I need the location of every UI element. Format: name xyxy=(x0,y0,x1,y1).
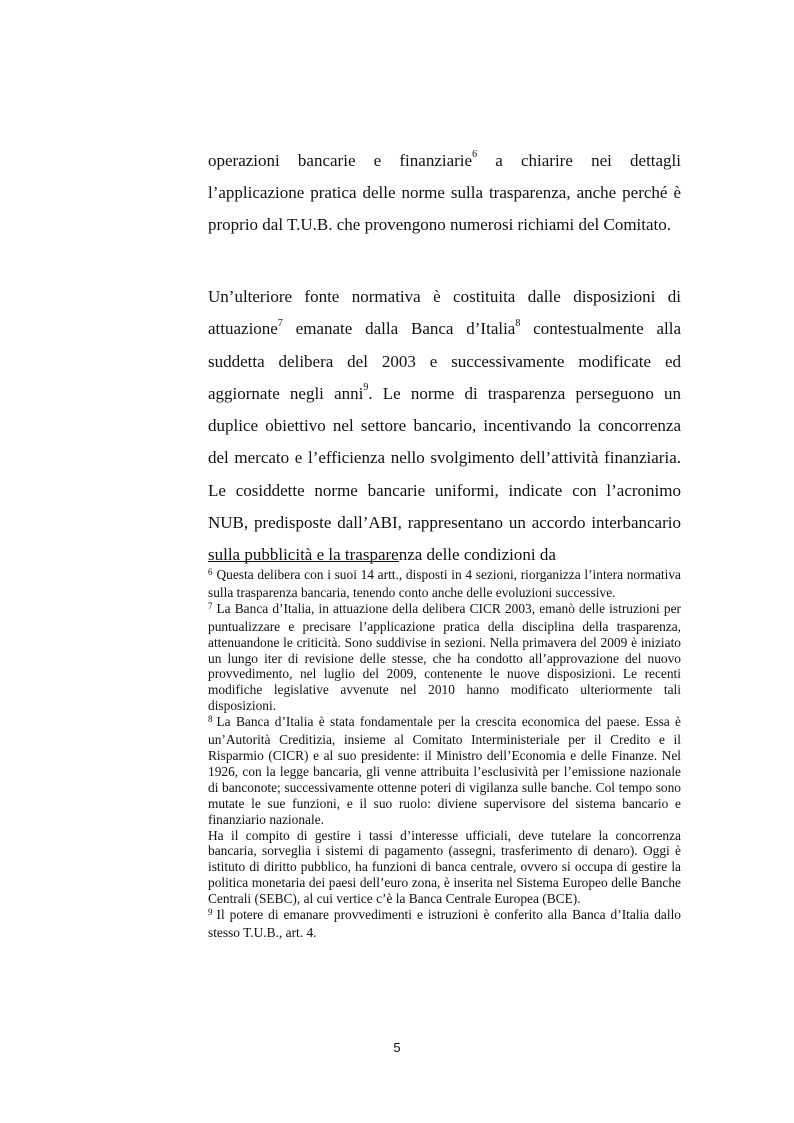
footnote-ref-7[interactable]: 7 xyxy=(277,317,283,329)
footnotes xyxy=(208,567,681,941)
footnote-text: Ha il compito di gestire i tassi d’interesse ufficiali, deve tutelare la concorrenza bancaria, sorveglia i sistemi di pagamento (assegni, trasferimento di denaro). Oggi è istituto di diritto pubblico, ha funzioni di banca centrale, ovvero si occupa di gestire la politica monetaria dei paesi dell’euro zona, è inserita nel Sistema Europeo delle Banche Centrali (SEBC), al cui vertice c’è la Banca Centrale Europea (BCE). xyxy=(208,827,681,907)
para2-text-1: Un’ulteriore fonte normativa è costituita dalle disposizioni di attuazione xyxy=(208,287,681,339)
footnote-number: 8 xyxy=(208,714,213,725)
para2-text-4: . Le norme di trasparenza perseguono un duplice obiettivo nel settore bancario, incentivando la concorrenza del mercato e l’efficienza nello svolgimento dell’attività finanziaria. Le cosiddette norme bancarie uniformi, indicate con l’acronimo NUB, predisposte dall’ABI, rappresentano un accordo interbancario sulla pubblicità e la trasparenza delle condizioni da xyxy=(208,383,681,565)
para1-text-1: operazioni bancarie e finanziarie xyxy=(208,151,473,170)
body-paragraph-1 xyxy=(208,145,681,241)
footnote-6 xyxy=(208,567,681,601)
footnote-text: La Banca d’Italia, in attuazione della delibera CICR 2003, emanò delle istruzioni per puntualizzare e precisare l’applicazione pratica della disciplina della trasparenza, attenuandone le criticità. Sono suddivise in sezioni. Nella primavera del 2009 è iniziato un lungo iter di revisione delle stesse, che ha condotto all’approvazione del nuovo provvedimento, nel luglio del 2009, contenente le nuove disposizioni. Le recenti modifiche legislative avvenute nel 2010 hanno modificato ulteriormente tali disposizioni. xyxy=(208,600,681,714)
footnote-text: Questa delibera con i suoi 14 artt., disposti in 4 sezioni, riorganizza l’intera normativa sulla trasparenza bancaria, tenendo conto anche delle evoluzioni successive. xyxy=(208,567,681,600)
footnote-ref-8[interactable]: 8 xyxy=(515,317,521,329)
footnote-7 xyxy=(208,601,681,714)
footnote-ref-9[interactable]: 9 xyxy=(363,382,369,394)
footnote-number: 9 xyxy=(208,907,213,918)
footnote-number: 7 xyxy=(208,600,213,611)
footnote-8 xyxy=(208,714,681,827)
page-number: 5 xyxy=(393,1040,401,1055)
footnote-text: Il potere di emanare provvedimenti e istruzioni è conferito alla Banca d’Italia dallo stesso T.U.B., art. 4. xyxy=(208,907,681,940)
footnote-text: La Banca d’Italia è stata fondamentale per la crescita economica del paese. Essa è un’Autorità Creditizia, insieme al Comitato Interministeriale per il Credito e il Risparmio (CICR) e al suo presidente: il Ministro dell’Economia e delle Finanze. Nel 1926, con la legge bancaria, gli venne attribuita l’esclusività per l’emissione nazionale di banconote; successivamente ottenne poteri di vigilanza sulle banche. Col tempo sono mutate le sue funzioni, e il suo ruolo: diviene supervisore del sistema bancario e finanziario nazionale. xyxy=(208,714,681,827)
para1-text-2: a chiarire nei dettagli l’applicazione pratica delle norme sulla trasparenza, anche perché è proprio dal T.U.B. che provengono numerosi richiami del Comitato. xyxy=(208,151,682,234)
body-paragraph-2 xyxy=(208,281,681,572)
footnote-ref-6[interactable]: 6 xyxy=(472,149,478,161)
footnote-8-continued xyxy=(208,828,681,908)
footnote-9 xyxy=(208,907,681,941)
para2-text-3: contestualmente alla suddetta delibera del 2003 e successivamente modificate ed aggiornate negli anni xyxy=(208,319,681,403)
footnote-separator xyxy=(208,561,399,562)
para2-text-2: emanate dalla Banca d’Italia xyxy=(282,319,516,339)
footnote-number: 6 xyxy=(208,567,213,577)
